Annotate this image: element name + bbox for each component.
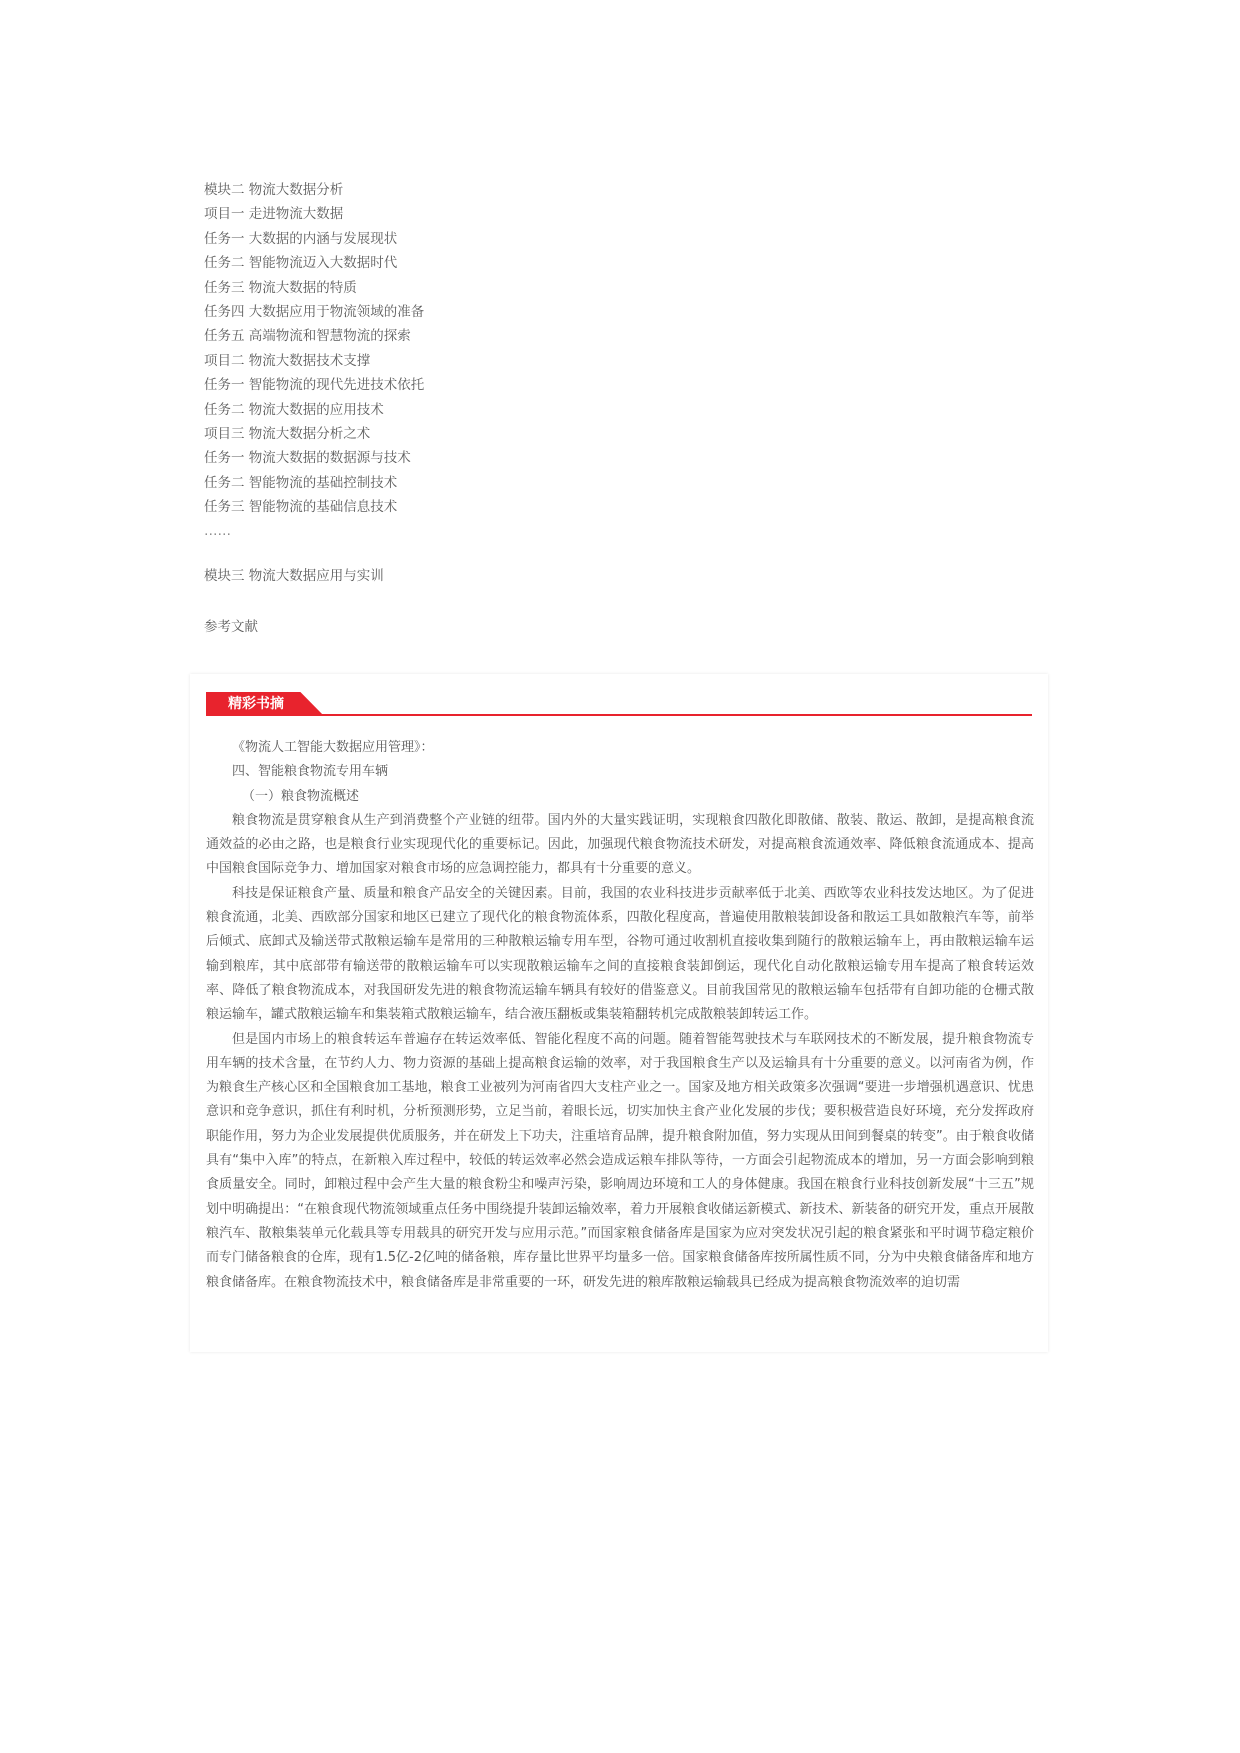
excerpt-subsection-heading: （一）粮食物流概述	[242, 788, 360, 804]
toc-item: 项目二 物流大数据技术支撑	[204, 352, 371, 369]
toc-item: 任务二 物流大数据的应用技术	[204, 401, 384, 418]
excerpt-book-title: 《物流人工智能大数据应用管理》：	[232, 740, 434, 755]
excerpt-panel	[190, 674, 1048, 1352]
toc-item: 任务三 物流大数据的特质	[204, 279, 357, 296]
toc-item: 任务一 大数据的内涵与发展现状	[204, 230, 398, 247]
toc-item: 任务三 智能物流的基础信息技术	[204, 499, 398, 516]
toc-item: 模块二 物流大数据分析	[204, 182, 344, 198]
header-divider	[206, 714, 1032, 716]
toc-item: 项目三 物流大数据分析之术	[204, 425, 371, 442]
excerpt-tab-label: 精彩书摘	[228, 696, 284, 712]
toc-module-three: 模块三 物流大数据应用与实训	[204, 568, 384, 585]
toc-item: 任务四 大数据应用于物流领域的准备	[204, 303, 425, 320]
excerpt-paragraph: 但是国内市场上的粮食转运车普遍存在转运效率低、智能化程度不高的问题。随着智能驾驶技术与车联网技术的不断发展，提升粮食物流专用车辆的技术含量，在节约人力、物力资源的基础上提高粮食运输的效率，对于我国粮食生产以及运输具有十分重要的意义。以河南省为例，作为粮食生产核心区和全国粮食加工基地，粮食工业被列为河南省四大支柱产业之一。国家及地方相关政策多次强调“要进一步增强机遇意识、忧患意识和竞争意识，抓住有利时机，分析预测形势，立足当前，着眼长远，切实加快主食产业化发展的步伐；要积极营造良好环境，充分发挥政府职能作用，努力为企业发展提供优质服务，并在研发上下功夫，注重培育品牌，提升粮食附加值，努力实现从田间到餐桌的转变”。由于粮食收储具有“集中入库”的特点，在新粮入库过程中，较低的转运效率必然会造成运粮车排队等待，一方面会引起物流成本的增加，另一方面会影响到粮食质量安全。同时，卸粮过程中会产生大量的粮食粉尘和噪声污染，影响周边环境和工人的身体健康。我国在粮食行业科技创新发展“十三五”规划中明确提出：“在粮食现代物流领域重点任务中围绕提升装卸运输效率，着力开展粮食收储运新模式、新技术、新装备的研究开发，重点开展散粮汽车、散粮集装单元化载具等专用载具的研究开发与应用示范。”而国家粮食储备库是国家为应对突发状况引起的粮食紧张和平时调节稳定粮价而专门储备粮食的仓库，现有1.5亿-2亿吨的储备粮，库存量比世界平均量多一倍。国家粮食储备库按所属性质不同，分为中央粮食储备库和地方粮食储备库。在粮食物流技术中，粮食储备库是非常重要的一环，研发先进的粮库散粮运输载具已经成为提高粮食物流效率的迫切需	[206, 1031, 1034, 1290]
excerpt-section-heading: 四、智能粮食物流专用车辆	[232, 764, 389, 780]
toc-item: 任务二 智能物流的基础控制技术	[204, 474, 398, 491]
toc-item: 任务一 智能物流的现代先进技术依托	[204, 377, 425, 394]
toc-spacer	[204, 543, 724, 564]
excerpt-paragraph: 科技是保证粮食产量、质量和粮食产品安全的关键因素。目前，我国的农业科技进步贡献率低于北美、西欧等农业科技发达地区。为了促进粮食流通，北美、西欧部分国家和地区已建立了现代化的粮食物流体系，四散化程度高，普遍使用散粮装卸设备和散运工具如散粮汽车等，前举后倾式、底卸式及输送带式散粮运输车是常用的三种散粮运输专用车型，谷物可通过收割机直接收集到随行的散粮运输车上，再由散粮运输车运输到粮库，其中底部带有输送带的散粮运输车可以实现散粮运输车之间的直接粮食装卸倒运，现代化自动化散粮运输专用车提高了粮食转运效率、降低了粮食物流成本，对我国研发先进的粮食物流运输车辆具有较好的借鉴意义。目前我国常见的散粮运输车包括带有自卸功能的仓栅式散粮运输车，罐式散粮运输车和集装箱式散粮运输车，结合液压翻板或集装箱翻转机完成散粮装卸转运工作。	[206, 885, 1034, 1023]
toc-item: 任务一 物流大数据的数据源与技术	[204, 450, 411, 467]
toc-ellipsis: ……	[204, 523, 231, 540]
excerpt-body	[206, 736, 1034, 1340]
table-of-contents	[204, 178, 724, 639]
excerpt-paragraph: 粮食物流是贯穿粮食从生产到消费整个产业链的纽带。国内外的大量实践证明，实现粮食四散化即散储、散装、散运、散卸，是提高粮食流通效益的必由之路，也是粮食行业实现现代化的重要标记。因此，加强现代粮食物流技术研发，对提高粮食流通效率、降低粮食流通成本、提高中国粮食国际竞争力、增加国家对粮食市场的应急调控能力，都具有十分重要的意义。	[206, 812, 1034, 877]
toc-item: 任务二 智能物流迈入大数据时代	[204, 255, 398, 272]
toc-item: 任务五 高端物流和智慧物流的探索	[204, 328, 411, 345]
toc-references: 参考文献	[204, 618, 258, 635]
excerpt-header	[206, 692, 1032, 716]
toc-item: 项目一 走进物流大数据	[204, 206, 344, 223]
